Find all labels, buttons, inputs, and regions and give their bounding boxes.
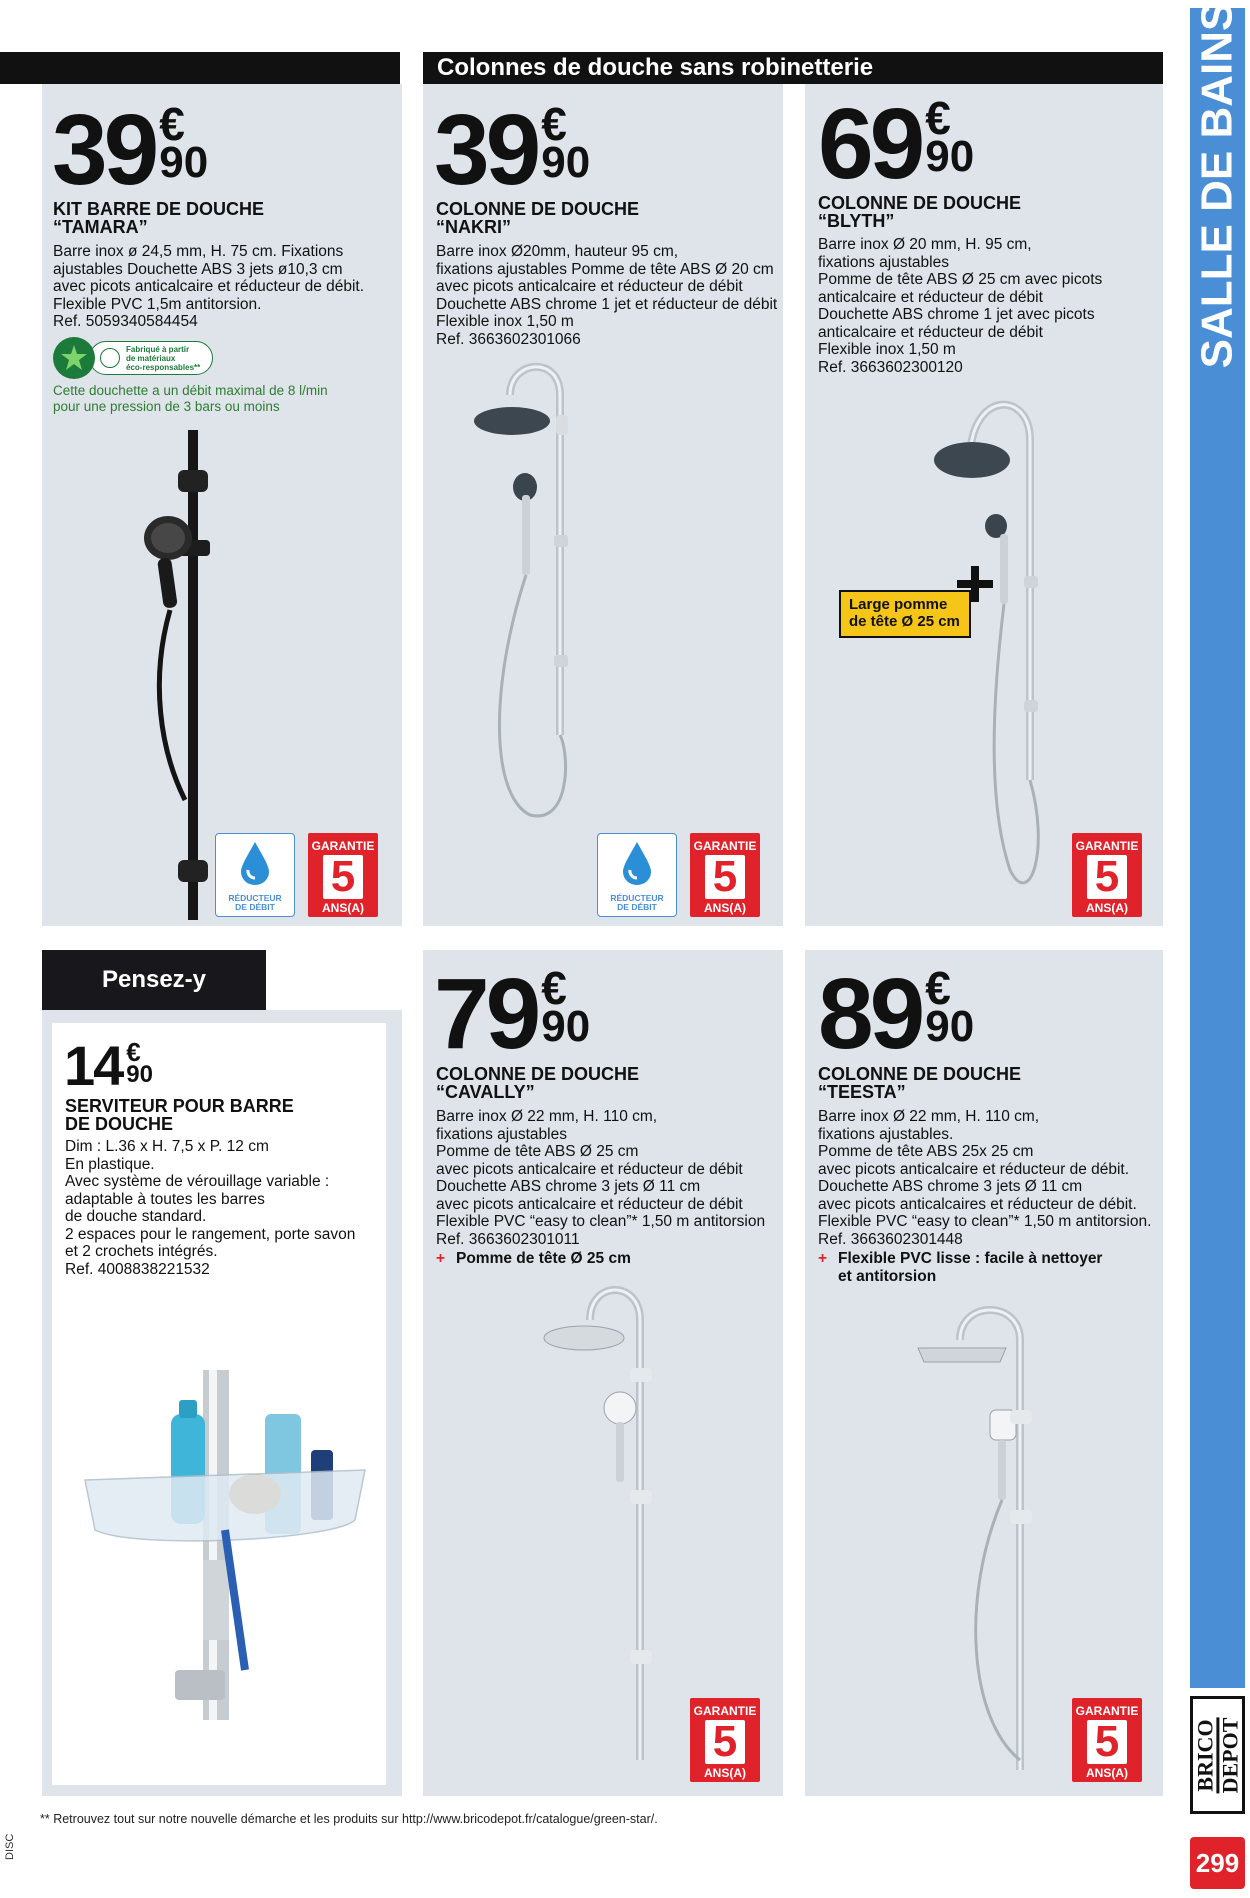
large-head-callout: Large pomme de tête Ø 25 cm	[839, 590, 971, 638]
guarantee-badge: GARANTIE 5 ANS(A)	[690, 833, 760, 917]
disc-label: DISC	[4, 1833, 16, 1860]
product-title: COLONNE DE DOUCHE “NAKRI”	[436, 199, 640, 237]
price-tag: 39 € 90	[434, 94, 591, 206]
price-tag: 14 € 90	[64, 1034, 153, 1097]
product-title: COLONNE DE DOUCHE “TEESTA”	[818, 1064, 1022, 1102]
plus-icon	[957, 566, 993, 602]
leaf-icon	[100, 348, 120, 368]
price-tag: 39 € 90	[52, 94, 209, 206]
product-title: COLONNE DE DOUCHE “BLYTH”	[818, 193, 1022, 231]
product-highlight: + Flexible PVC lisse : facile à nettoyer et antitorsion	[818, 1250, 1103, 1285]
product-description: Barre inox Ø 20 mm, H. 95 cm, fixations ajustables Pomme de tête ABS Ø 25 cm avec picots anticalcaire et réducteur de débit Douchette ABS chrome 1 jet avec picots anticalcaire et réducteur de débit Flexible inox 1,50 m Ref. 3663602300120	[818, 236, 1103, 376]
flow-reducer-badge: RÉDUCTEUR DE DÉBIT	[215, 833, 295, 917]
flow-rate-note: Cette douchette a un débit maximal de 8 l/min pour une pression de 3 bars ou moins	[53, 383, 328, 414]
product-description: Barre inox ø 24,5 mm, H. 75 cm. Fixations ajustables Douchette ABS 3 jets ø10,3 cm avec picots anticalcaire et réducteur de débit. Flexible PVC 1,5m antitorsion. Ref. 5059340584454	[53, 243, 365, 330]
guarantee-badge: GARANTIE 5 ANS(A)	[308, 833, 378, 917]
eco-responsible-badge: Fabriqué à partir de matériaux éco-responsables**	[53, 337, 213, 377]
product-title: COLONNE DE DOUCHE “CAVALLY”	[436, 1064, 640, 1102]
product-title: KIT BARRE DE DOUCHE “TAMARA”	[53, 199, 265, 237]
header-bar-left	[0, 52, 400, 84]
green-star-icon	[53, 337, 95, 379]
shower-column-image	[530, 1280, 680, 1780]
guarantee-badge: GARANTIE 5 ANS(A)	[1072, 833, 1142, 917]
shower-column-image	[470, 355, 610, 915]
brand-logo: BRICO DEPOT	[1190, 1696, 1245, 1814]
product-description: Barre inox Ø 22 mm, H. 110 cm, fixations ajustables Pomme de tête ABS Ø 25 cm avec picots anticalcaire et réducteur de débit Douchette ABS chrome 3 jets Ø 11 cm avec picots anticalcaire et réducteur de débit Flexible PVC “easy to clean”* 1,50 m antitorsion Ref. 3663602301011	[436, 1108, 766, 1248]
page-number: 299	[1190, 1837, 1245, 1889]
price-tag: 69 € 90	[818, 88, 975, 200]
shower-column-image	[910, 1300, 1060, 1780]
guarantee-badge: GARANTIE 5 ANS(A)	[690, 1698, 760, 1782]
column-section-title: Colonnes de douche sans robinetterie	[423, 52, 1163, 84]
footnote: ** Retrouvez tout sur notre nouvelle démarche et les produits sur http://www.bricodepot.fr/catalogue/green-star/.	[40, 1812, 658, 1826]
price-tag: 89 € 90	[818, 958, 975, 1070]
product-description: Barre inox Ø 22 mm, H. 110 cm, fixations ajustables. Pomme de tête ABS 25x 25 cm avec picots anticalcaire et réducteur de débit. Douchette ABS chrome 3 jets Ø 11 cm avec picots anticalcaires et réducteur de débit. Flexible PVC “easy to clean”* 1,50 m antitorsion. Ref. 3663602301448	[818, 1108, 1152, 1248]
product-description: Barre inox Ø20mm, hauteur 95 cm, fixations ajustables Pomme de tête ABS Ø 20 cm avec picots anticalcaire et réducteur de débit Douchette ABS chrome 1 jet et réducteur de débit Flexible inox 1,50 m Ref. 3663602301066	[436, 243, 778, 348]
shower-column-image	[910, 390, 1050, 920]
shower-caddy-image	[75, 1370, 375, 1750]
water-drop-icon	[238, 840, 272, 886]
guarantee-badge: GARANTIE 5 ANS(A)	[1072, 1698, 1142, 1782]
product-description: Dim : L.36 x H. 7,5 x P. 12 cm En plastique. Avec système de vérouillage variable : adaptable à toutes les barres de douche standard. 2 espaces pour le rangement, porte savon et 2 crochets intégrés. Ref. 4008838221532	[65, 1138, 356, 1278]
product-highlight: + Pomme de tête Ø 25 cm	[436, 1250, 631, 1267]
product-title: SERVITEUR POUR BARRE DE DOUCHE	[65, 1096, 294, 1134]
flow-reducer-badge: RÉDUCTEUR DE DÉBIT	[597, 833, 677, 917]
pensez-y-label: Pensez-y	[42, 950, 266, 1010]
price-tag: 79 € 90	[434, 958, 591, 1070]
water-drop-icon	[620, 840, 654, 886]
section-title: SALLE DE BAINS	[1192, 1, 1242, 369]
